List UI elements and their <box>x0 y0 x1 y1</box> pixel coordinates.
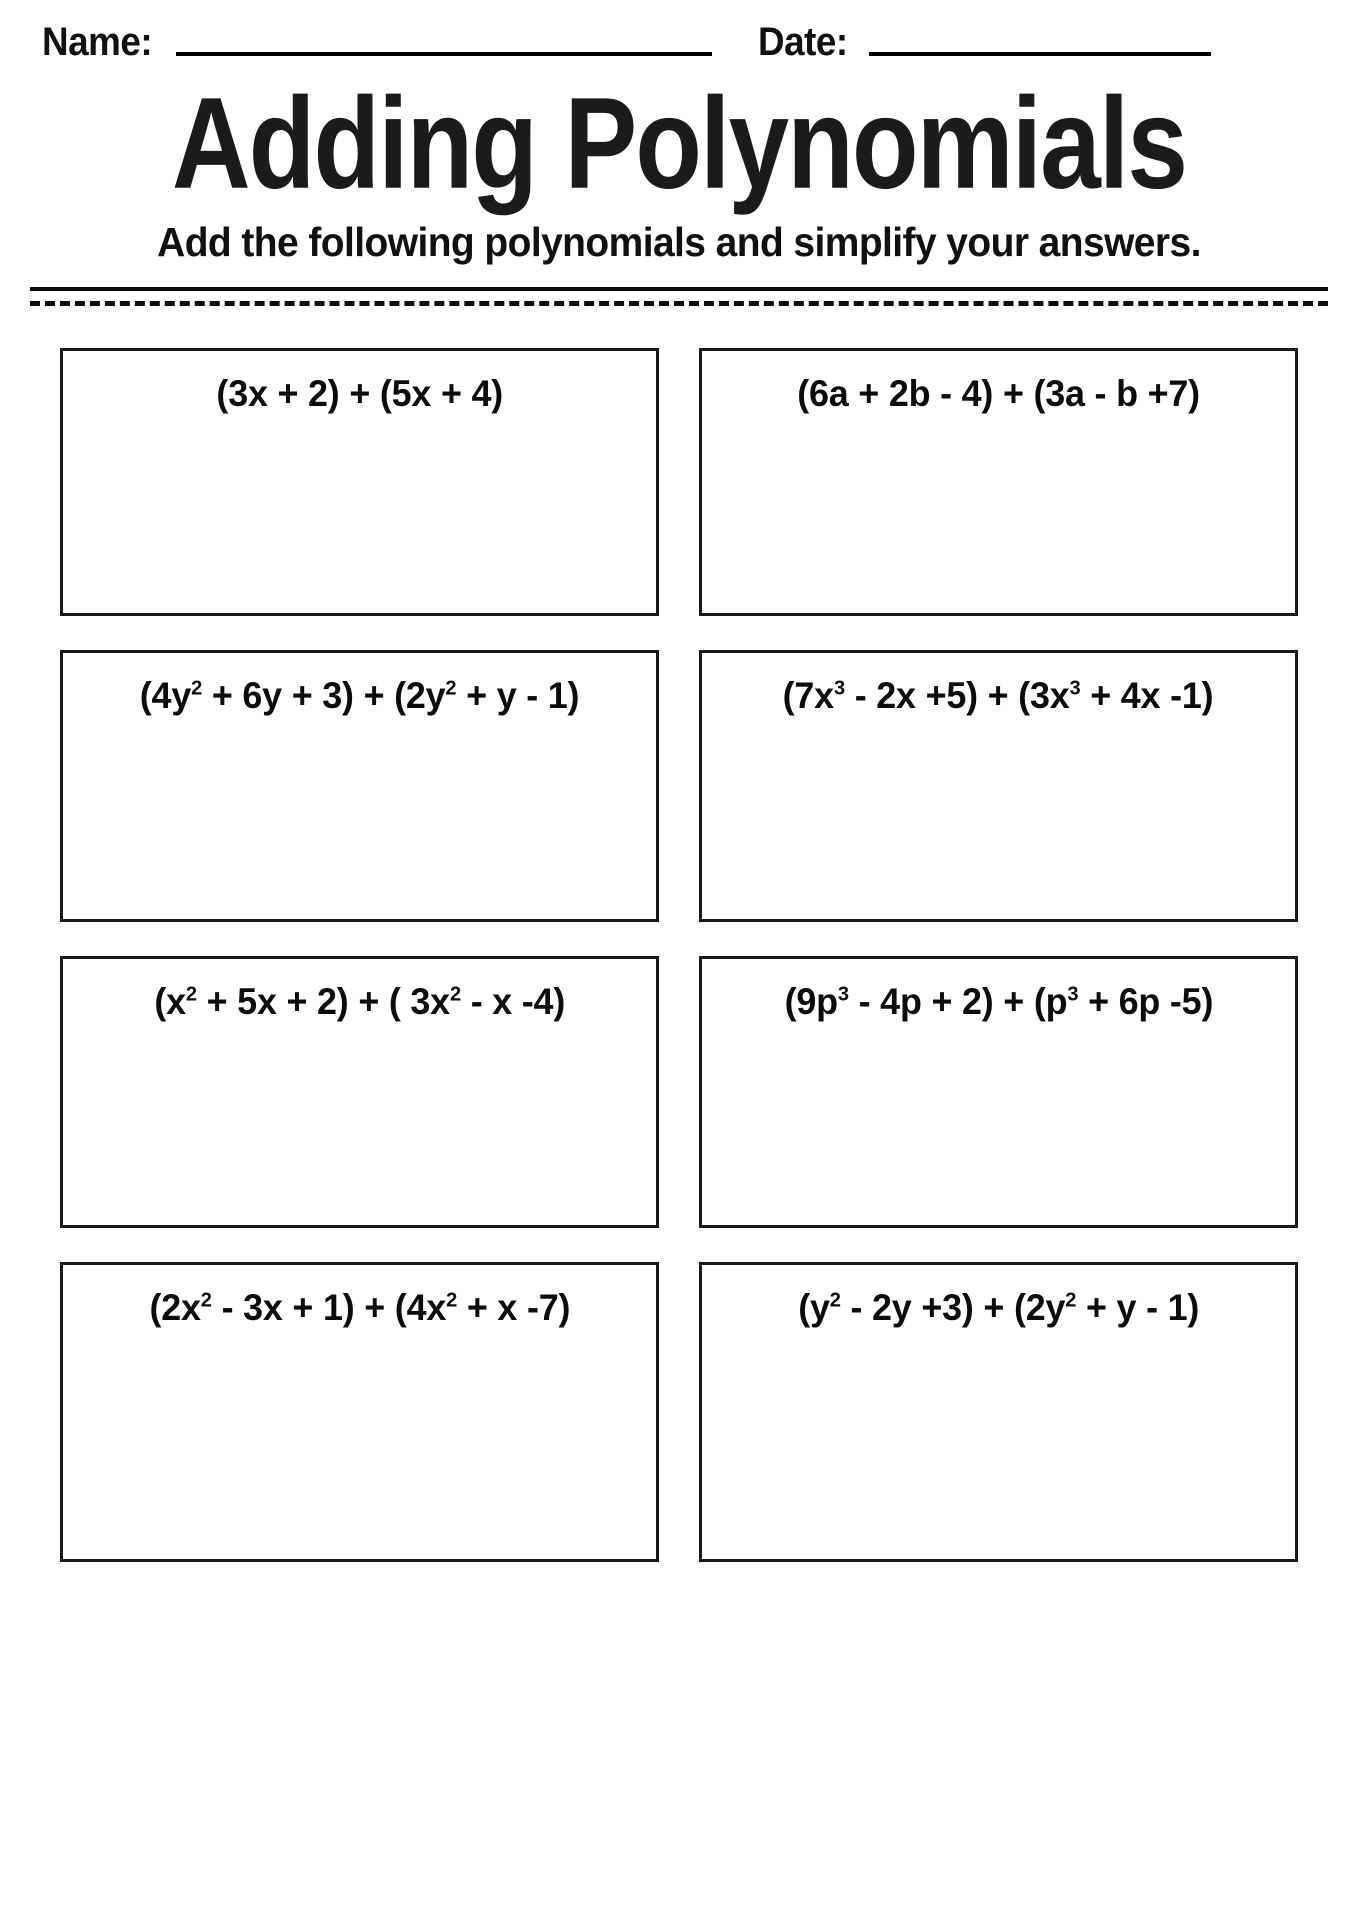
problem-expression-5: $(x^2 + 5x + 2)$ + ( $3x^2$ - x -4) <box>154 981 565 1023</box>
header-divider-dashed <box>30 301 1328 306</box>
problem-box-1[interactable] <box>60 348 659 616</box>
header-divider-solid <box>30 287 1328 291</box>
title-block <box>30 70 1328 265</box>
date-input-line[interactable] <box>869 52 1211 56</box>
problem-box-2[interactable] <box>699 348 1298 616</box>
page-title: Adding Polynomials <box>171 70 1187 216</box>
problem-box-6[interactable] <box>699 956 1298 1228</box>
problem-expression-6: $(9p^3 - 4p + 2) + (p^3 + 6p$ -5) <box>784 981 1213 1023</box>
date-label: Date: <box>757 20 848 64</box>
problem-box-7[interactable] <box>60 1262 659 1562</box>
problem-box-3[interactable] <box>60 650 659 922</box>
problem-expression-3: $(4y^2 + 6y + 3) + (2y^2 + y - 1)$ <box>139 675 580 717</box>
name-label: Name: <box>42 20 153 64</box>
name-input-line[interactable] <box>176 52 712 56</box>
student-info-row <box>30 0 1328 62</box>
problem-expression-7: $(2x^2 - 3x + 1) + (4x^2 + x$ -7) <box>149 1287 570 1329</box>
problem-box-8[interactable] <box>699 1262 1298 1562</box>
problem-expression-2: (6a + 2b - 4) + (3a - b +7) <box>797 373 1200 415</box>
problem-box-4[interactable] <box>699 650 1298 922</box>
problem-expression-1: (3x + 2) + (5x + 4) <box>216 373 503 415</box>
problem-expression-4: $(7x^3 - 2x +5) + (3x^3 + 4x$ -1) <box>783 675 1214 717</box>
page-subtitle: Add the following polynomials and simplify your answers. <box>157 219 1201 265</box>
problem-box-5[interactable] <box>60 956 659 1228</box>
problem-expression-8: $(y^2 - 2y +3) + (2y^2 + y - 1)$ <box>798 1287 1199 1329</box>
problems-grid <box>30 348 1328 1562</box>
